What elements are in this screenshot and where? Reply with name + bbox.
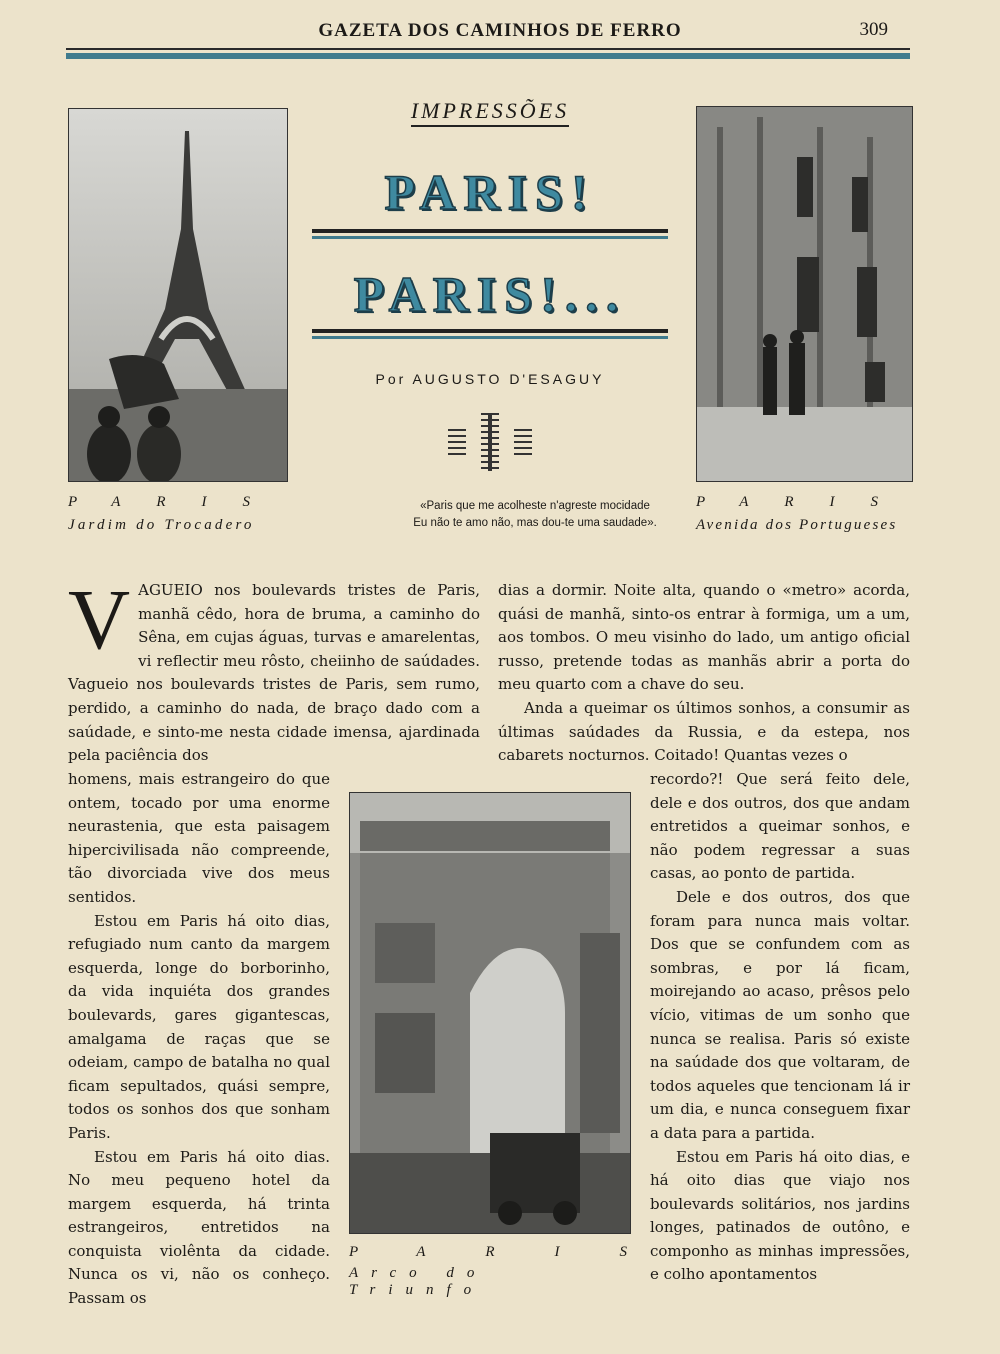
caption-trocadero-top: PARIS <box>68 494 287 510</box>
caption-avenida-top: PARIS <box>696 494 915 510</box>
epigraph <box>380 498 690 532</box>
title-rule-1b <box>312 236 668 239</box>
title-rule-2a <box>312 329 668 333</box>
paragraph: homens, mais estrangeiro do que ontem, tocado por uma enorme neurastenia, que esta paisagem hipercivilisada não compreende, tão divorciada vive dos meus sentidos. <box>68 770 330 906</box>
caption-arco <box>349 1244 688 1299</box>
ornament-icon <box>448 413 532 473</box>
epigraph-line2: Eu não te amo não, mas dou-te uma saudade». <box>413 517 657 529</box>
magazine-title: GAZETA DOS CAMINHOS DE FERRO <box>318 20 682 41</box>
caption-arco-bottom: Arco do Triunfo <box>349 1265 488 1298</box>
paragraph: Anda a queimar os últimos sonhos, a consumir as últimas saúdades da Russia, e da estepa, nos cabarets nocturnos. Coitado! Quantas vezes o <box>498 698 910 765</box>
caption-avenida-bottom: Avenida dos Portugueses <box>696 517 898 533</box>
caption-trocadero <box>68 494 298 534</box>
paragraph: Dele e dos outros, dos que foram para nunca mais voltar. Dos que se confundem com as sombras, e por lá ficam, moirejando ao acaso, prêsos pelo vício, vitimas de um sonho que nunca se realisa. Paris só existe na saúdade dos que voltaram, de todos aqueles que tencionam lá ir um dia, e nunca conseguem fixar a data para a partida. <box>650 887 910 1142</box>
article-title-line1: PARIS! <box>384 164 596 220</box>
article-column-right-top <box>498 579 910 768</box>
caption-avenida <box>696 494 916 534</box>
paragraph: Estou em Paris há oito dias. No meu pequeno hotel da margem esquerda, há trinta estrangeiros, entretidos na conquista violênta da cidade. Nunca os vi, não os conheço. Passam os <box>68 1147 330 1308</box>
header-rule-thick <box>66 53 910 59</box>
paragraph: dias a dormir. Noite alta, quando o «metro» acorda, quási de manhã, sinto-os entrar à formiga, um a um, aos tombos. O meu visinho do lado, um antigo oficial russo, pretende todas as manhãs abrir a porta do meu quarto com a chave do seu. <box>498 581 910 694</box>
caption-trocadero-bottom: Jardim do Trocadero <box>68 517 255 533</box>
paragraph: Estou em Paris há oito dias, refugiado num canto da margem esquerda, longe do borborinho, da vida inquiéta dos grandes boulevards, gares gigantescas, amalgama de raças que se odeiam, campo de batalha no qual ficam sepultados, quási sempre, todos os sonhos dos que sonham Paris. <box>68 911 330 1142</box>
photo-trocadero <box>68 108 288 482</box>
paragraph: AGUEIO nos boulevards tristes de Paris, manhã cêdo, hora de bruma, a caminho do Sêna, em cujas águas, turvas e amarelentas, vi reflectir meu rôsto, cheiinho de saúdades. Vagueio nos boulevards tristes de Paris, sem rumo, perdido, a caminho do nada, de braço dado com a saúdade, e sinto-me nesta cidade imensa, ajardinada pela paciência dos <box>68 581 480 765</box>
article-column-left-bottom <box>68 768 330 1311</box>
page-number: 309 <box>859 19 888 40</box>
epigraph-line1: «Paris que me acolheste n'agreste mocidade <box>420 500 650 512</box>
title-rule-1a <box>312 229 668 233</box>
paragraph: recordo?! Que será feito dele, dele e dos outros, dos que andam entretidos a queimar sonhos, e não podem regressar a suas casas, ao ponto de partida. <box>650 770 910 883</box>
section-heading <box>290 98 690 124</box>
byline: Por AUGUSTO D'ESAGUY <box>375 371 605 387</box>
header-rule-thin <box>66 48 910 50</box>
photo-arco <box>349 792 631 1234</box>
photo-avenida <box>696 106 913 482</box>
paragraph: Estou em Paris há oito dias, e há oito dias que viajo nos boulevards solitários, nos jardins longes, patinados de outôno, e componho as minhas impressões, e colho apontamentos <box>650 1147 910 1284</box>
article-column-left-top <box>68 571 480 768</box>
title-rule-2b <box>312 336 668 339</box>
article-title-line2: PARIS!... <box>353 266 627 322</box>
section-heading-text: IMPRESSÕES <box>411 98 569 127</box>
article-column-right-bottom <box>650 768 910 1287</box>
drop-cap: V <box>68 571 131 667</box>
caption-arco-top: PARIS <box>349 1244 688 1260</box>
